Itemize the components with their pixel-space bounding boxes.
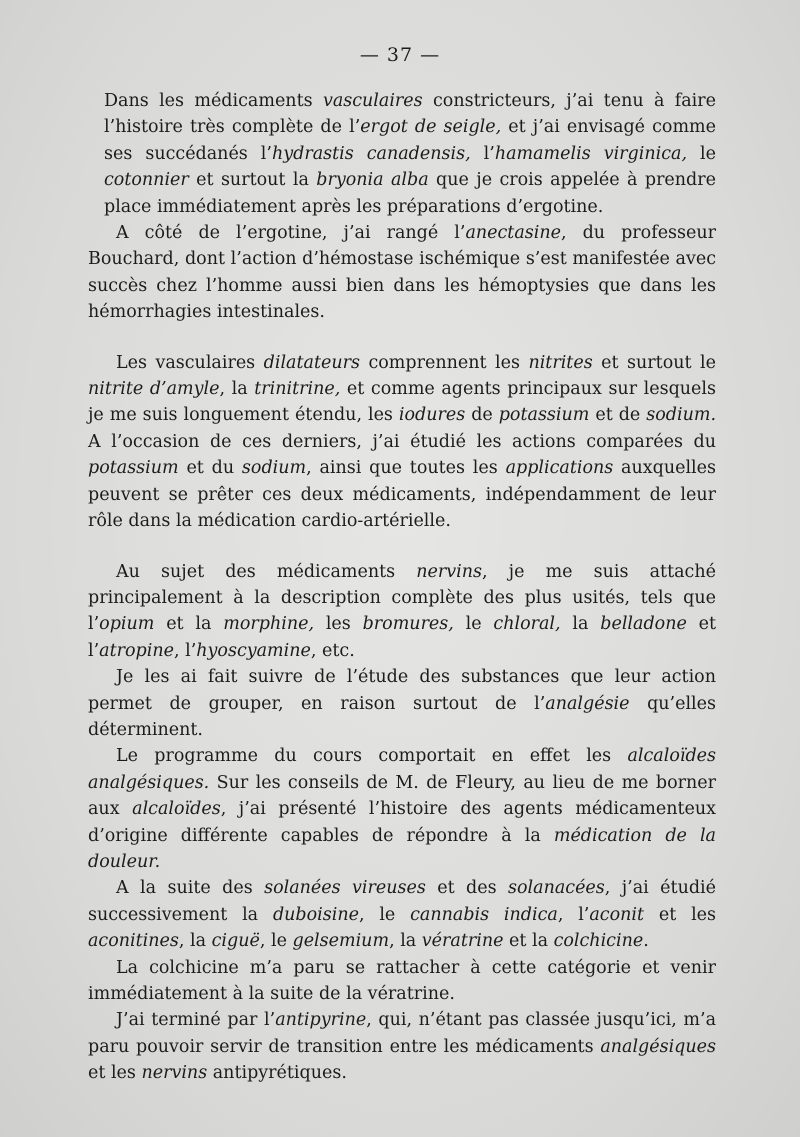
text-run: et de — [589, 405, 647, 426]
text-run: l’ — [470, 143, 495, 164]
text-run: Je les ai fait suivre de l’étude des substances que leur action permet de grouper, en raison surtout de l’ — [88, 667, 716, 714]
italic-term: aconit — [589, 904, 645, 925]
italic-term: trinitrine, — [254, 379, 341, 400]
italic-term: cannabis indica — [410, 904, 558, 925]
text-run: Dans les médicaments — [104, 91, 323, 111]
italic-term: belladone — [600, 614, 687, 635]
italic-term: ciguë — [211, 931, 260, 952]
text-run: et les — [644, 904, 716, 925]
italic-term: médication de la douleur. — [88, 825, 716, 872]
text-run: Le programme du cours comportait en effet les — [116, 746, 628, 767]
text-run: , le — [358, 904, 411, 925]
text-run: . — [643, 931, 649, 952]
italic-term: sodium — [241, 458, 307, 479]
italic-term: nitrite d’amyle — [88, 379, 220, 400]
italic-term: bryonia alba — [316, 170, 429, 191]
paragraph — [88, 875, 716, 954]
italic-term: sodium. — [646, 405, 717, 426]
italic-term: nervins — [141, 1063, 208, 1084]
italic-term: nervins — [416, 561, 482, 582]
italic-term: gelsemium — [292, 931, 390, 952]
text-run: le — [687, 143, 717, 164]
italic-term: analgésie — [545, 693, 630, 714]
text-run: Sur les conseils de M. de Fleury, au lieu de me borner aux — [88, 772, 716, 820]
text-run: Au sujet des médicaments — [116, 561, 417, 582]
paragraph — [88, 220, 716, 326]
text-run: et les — [88, 1063, 142, 1084]
text-run: et surtout le — [592, 352, 716, 373]
text-run: , la — [389, 931, 422, 952]
page-number: — 37 — — [359, 44, 441, 66]
text-run: A la suite des — [116, 878, 265, 899]
italic-term: atropine — [99, 640, 174, 661]
text-run: , l’ — [173, 640, 197, 661]
text-run: et du — [178, 458, 242, 479]
paragraph — [88, 743, 716, 875]
italic-term: vasculaires — [322, 91, 423, 111]
text-run: A côté de l’ergotine, j’ai rangé l’ — [116, 223, 466, 244]
italic-term: ergot de seigle, — [360, 117, 502, 138]
italic-term: potassium — [88, 458, 179, 479]
text-run: A l’occasion de ces derniers, j’ai étudié les actions comparées du — [88, 431, 716, 452]
text-run: que je crois appelée à prendre place immédiatement après les préparations d’ergotine. — [104, 170, 716, 217]
text-run: , etc. — [310, 640, 355, 661]
italic-term: chloral, — [493, 614, 561, 635]
paragraph — [88, 559, 716, 665]
italic-term: hyoscyamine — [196, 640, 311, 661]
italic-term: nitrites — [528, 352, 593, 373]
italic-term: colchicine — [553, 931, 644, 952]
italic-term: solanées vireuses — [264, 878, 426, 899]
paragraph — [88, 1007, 716, 1086]
text-run: comprennent les — [359, 352, 529, 373]
text-run: et la — [503, 931, 554, 952]
text-run: et comme agents principaux sur lesquels je me suis longuement étendu, les — [88, 379, 716, 426]
text-run: et j’ai envisagé comme ses succédanés l’ — [104, 117, 716, 164]
text-run: Les vasculaires — [116, 352, 264, 373]
italic-term: antipyrine — [275, 1010, 367, 1031]
italic-term: solanacées — [508, 878, 605, 899]
text-run: , la — [178, 931, 212, 952]
text-run: , du professeur Bouchard, dont l’action d’hémostase ischémique s’est manifestée avec succès chez l’homme aussi bien dans les hémoptysies que dans les hémorrhagies intestinales. — [88, 223, 716, 323]
text-run: qu’elles déterminent. — [88, 693, 716, 740]
text-run: les — [314, 614, 363, 635]
italic-term: iodures — [398, 405, 466, 426]
text-run: antipyrétiques. — [207, 1063, 347, 1084]
text-run: , j’ai étudié successivement la — [88, 878, 716, 925]
text-run: , le — [259, 931, 293, 952]
text-run: constricteurs, j’ai tenu à faire l’histoire très complète de l’ — [104, 91, 716, 138]
paragraph — [88, 955, 716, 1008]
text-run: et la — [154, 614, 224, 635]
text-run: , je me suis attaché principalement à la description complète des plus usités, tels que l’ — [88, 561, 716, 635]
text-run: , l’ — [557, 904, 590, 925]
italic-term: alcaloïdes — [132, 799, 221, 820]
italic-term: anectasine — [465, 223, 561, 244]
italic-term: hamamelis virginica, — [494, 143, 688, 164]
italic-term: duboisine — [272, 904, 359, 925]
italic-term: cotonnier — [104, 170, 189, 191]
text-run: de — [465, 405, 499, 426]
italic-term: potassium — [498, 405, 590, 426]
text-run: , ainsi que toutes les — [306, 458, 506, 479]
text-run: auxquelles peuvent se prêter ces deux médicaments, indépendamment de leur rôle dans la médication cardio-artérielle. — [88, 458, 716, 532]
italic-term: aconitines — [88, 931, 179, 952]
italic-term: alcaloïdes analgésiques. — [88, 746, 716, 793]
text-run: , la — [219, 379, 255, 400]
text-run: le — [453, 614, 494, 635]
text-run: la — [560, 614, 601, 635]
text-run: et l’ — [88, 614, 717, 661]
text-run: , j’ai présenté l’histoire des agents médicamenteux d’origine différente capables de répondre à la — [88, 799, 716, 846]
italic-term: bromures, — [362, 614, 454, 635]
paragraph — [88, 350, 716, 535]
italic-term: morphine, — [223, 614, 315, 635]
italic-term: vératrine — [421, 931, 504, 952]
italic-term: opium — [99, 614, 155, 635]
paragraph — [88, 88, 716, 220]
text-run: , qui, n’étant pas classée jusqu’ici, m’a paru pouvoir servir de transition entre les médicaments — [88, 1010, 717, 1057]
italic-term: applications — [505, 458, 614, 479]
text-run: La colchicine m’a paru se rattacher à cette catégorie et venir immédiatement à la suite de la vératrine. — [88, 957, 716, 1004]
text-run: J’ai terminé par l’ — [116, 1010, 276, 1031]
italic-term: dilatateurs — [263, 352, 360, 373]
text-run: et des — [425, 878, 509, 899]
italic-term: hydrastis canadensis, — [271, 143, 471, 164]
paragraph — [88, 664, 716, 743]
text-run: et surtout la — [188, 170, 317, 191]
body-text — [88, 88, 716, 1087]
italic-term: analgésiques — [600, 1036, 716, 1057]
